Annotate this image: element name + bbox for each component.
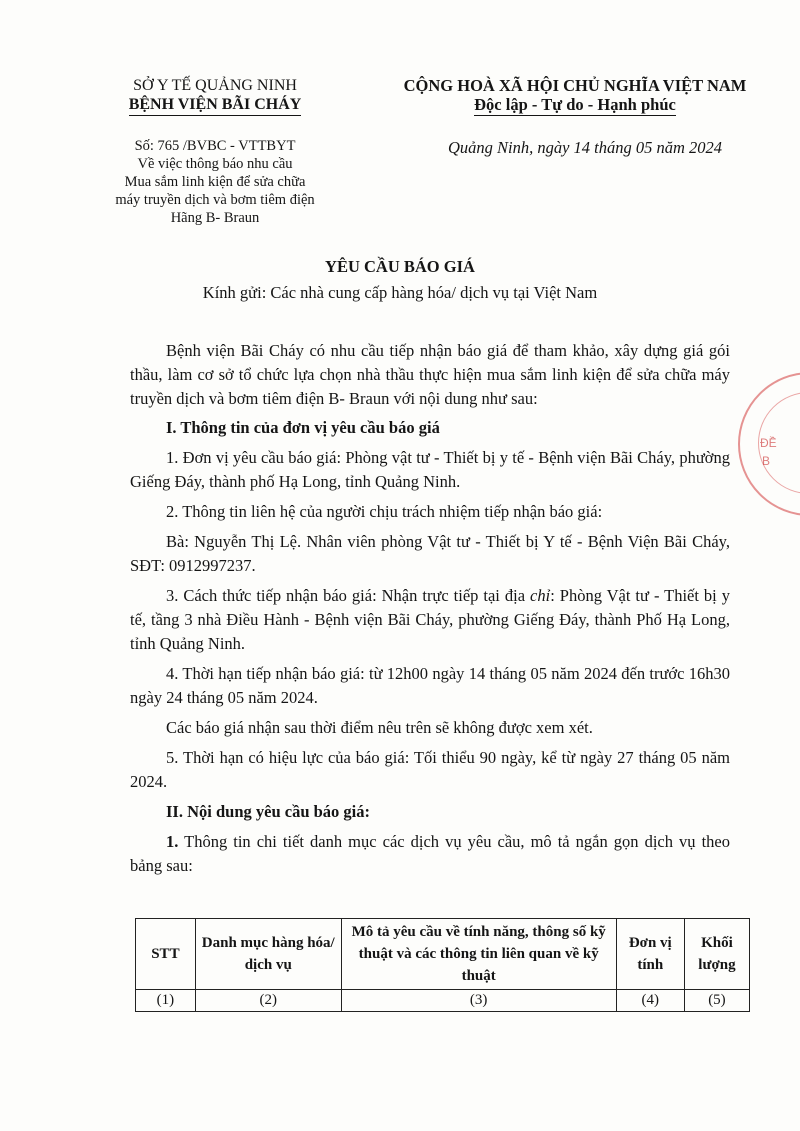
subject-line: Hãng B- Braun [170, 210, 260, 226]
subject-line: Mua sắm linh kiện để sửa chữa [124, 174, 306, 190]
request-item-1-text: Thông tin chi tiết danh mục các dịch vụ yêu cầu, mô tả ngắn gọn dịch vụ theo bảng sau: [130, 832, 730, 875]
document-number: Số: 765 /BVBC - VTTBYT [134, 138, 296, 154]
section-heading-2: II. Nội dung yêu cầu báo giá: [166, 802, 371, 821]
document-body [130, 339, 730, 878]
column-header: Khối lượng [684, 919, 749, 990]
info-item-3 [130, 584, 730, 656]
national-heading [355, 76, 795, 116]
issuer-block [100, 76, 330, 116]
info-item-5: 5. Thời hạn có hiệu lực của báo giá: Tối thiểu 90 ngày, kể từ ngày 27 tháng 05 năm 2024. [130, 748, 730, 791]
recipient-line: Kính gửi: Các nhà cung cấp hàng hóa/ dịch vụ tại Việt Nam [202, 283, 598, 302]
intro-paragraph: Bệnh viện Bãi Cháy có nhu cầu tiếp nhận báo giá để tham khảo, xây dựng giá gói thầu, làm cơ sở tổ chức lựa chọn nhà thầu thực hiện mua sắm linh kiện để sửa chữa máy truyền dịch và bơm tiêm điện B- Braun với nội dung như sau: [130, 341, 730, 408]
document-title: YÊU CẦU BÁO GIÁ [325, 257, 475, 276]
subject-line: Về việc thông báo nhu cầu [137, 156, 293, 172]
agency-name: SỞ Y TẾ QUẢNG NINH [133, 77, 297, 94]
official-stamp [738, 372, 800, 516]
table-row [136, 990, 750, 1012]
table-cell: (1) [136, 990, 196, 1012]
table-header-row [136, 919, 750, 990]
request-table [135, 918, 750, 1012]
column-header: STT [136, 919, 196, 990]
hospital-name: BỆNH VIỆN BÃI CHÁY [129, 95, 302, 116]
section-heading-1: I. Thông tin của đơn vị yêu cầu báo giá [166, 418, 440, 437]
info-item-2-detail: Bà: Nguyễn Thị Lệ. Nhân viên phòng Vật tư - Thiết bị Y tế - Bệnh Viện Bãi Cháy, SĐT: 0912997237. [130, 532, 730, 575]
stamp-fragment: ĐỀ [760, 436, 777, 450]
subject-line: máy truyền dịch và bơm tiêm điện [115, 192, 315, 208]
column-header: Danh mục hàng hóa/ dịch vụ [195, 919, 341, 990]
column-header: Đơn vị tính [616, 919, 684, 990]
info-item-3-part: : Phòng Vật tư - Thiết bị y tế, tầng 3 nhà Điều Hành - Bệnh viện Bãi Cháy, phường Giếng Đáy, thành Phố Hạ Long, tỉnh Quảng Ninh. [130, 586, 730, 653]
table-cell: (4) [616, 990, 684, 1012]
info-item-4: 4. Thời hạn tiếp nhận báo giá: từ 12h00 ngày 14 tháng 05 năm 2024 đến trước 16h30 ngày 24 tháng 05 năm 2024. [130, 664, 730, 707]
request-item-1 [130, 830, 730, 878]
table-cell: (3) [341, 990, 616, 1012]
info-item-4-note: Các báo giá nhận sau thời điểm nêu trên sẽ không được xem xét. [166, 718, 593, 737]
document-reference [85, 137, 345, 227]
place-date: Quảng Ninh, ngày 14 tháng 05 năm 2024 [447, 138, 723, 157]
column-header: Mô tả yêu cầu về tính năng, thông số kỹ thuật và các thông tin liên quan về kỹ thuật [341, 919, 616, 990]
national-motto: Độc lập - Tự do - Hạnh phúc [474, 95, 676, 114]
nation-title: CỘNG HOÀ XÃ HỘI CHỦ NGHĨA VIỆT NAM [403, 76, 747, 95]
info-item-3-part: 3. Cách thức tiếp nhận báo giá: Nhận trực tiếp tại địa [166, 586, 531, 605]
info-item-2: 2. Thông tin liên hệ của người chịu trách nhiệm tiếp nhận báo giá: [166, 502, 603, 521]
table-cell: (2) [195, 990, 341, 1012]
table-cell: (5) [684, 990, 749, 1012]
info-item-3-emphasis: chỉ [530, 586, 551, 605]
request-item-1-number: 1. [166, 832, 179, 851]
info-item-1: 1. Đơn vị yêu cầu báo giá: Phòng vật tư - Thiết bị y tế - Bệnh viện Bãi Cháy, phường Giếng Đáy, thành phố Hạ Long, tỉnh Quảng Ninh. [130, 448, 730, 491]
stamp-fragment: B [762, 454, 771, 468]
